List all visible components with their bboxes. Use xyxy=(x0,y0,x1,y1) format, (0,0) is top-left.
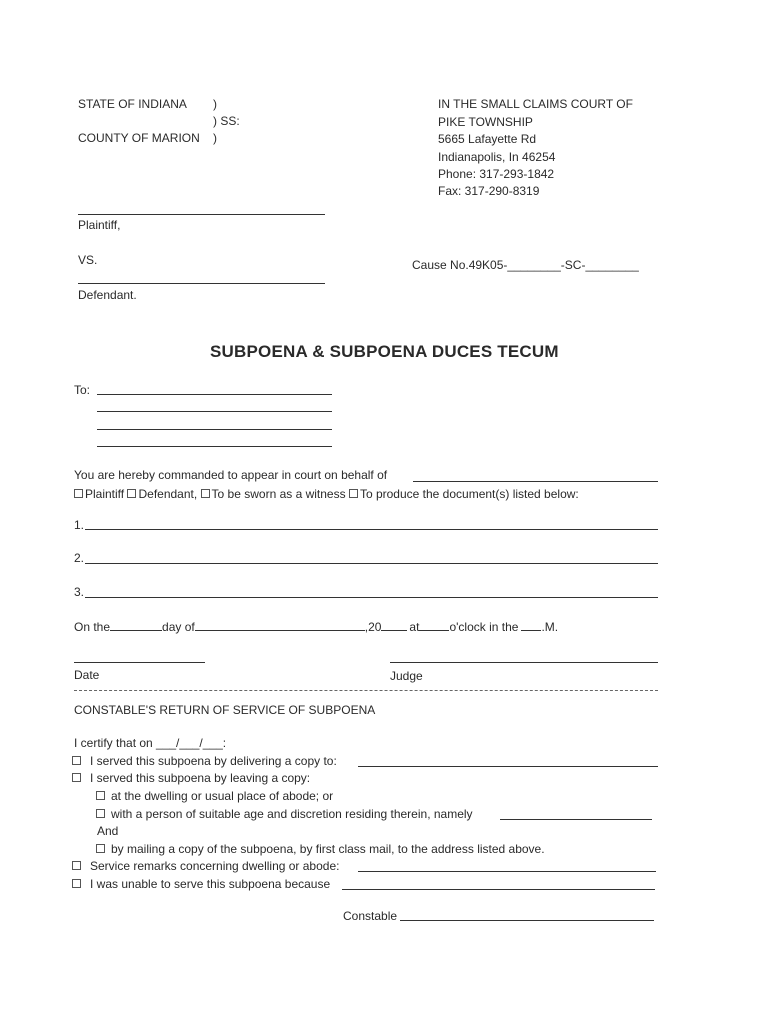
day-of-label: day of xyxy=(162,620,195,634)
oclock-label: o'clock in the xyxy=(449,620,519,634)
month-blank[interactable] xyxy=(195,619,365,631)
appearance-date-line xyxy=(74,619,558,635)
plaintiff-checkbox[interactable] xyxy=(74,489,83,498)
dwelling-row xyxy=(96,789,333,804)
to-line[interactable] xyxy=(97,446,332,447)
am-pm-blank[interactable] xyxy=(521,619,541,631)
remarks-checkbox[interactable] xyxy=(72,861,81,870)
defendant-checkbox[interactable] xyxy=(127,489,136,498)
remarks-label: Service remarks concerning dwelling or abode: xyxy=(90,859,340,873)
unable-checkbox[interactable] xyxy=(72,879,81,888)
defendant-line[interactable] xyxy=(78,283,325,284)
party-options xyxy=(74,487,579,502)
unable-row xyxy=(72,877,330,892)
cause-number[interactable]: Cause No.49K05-________-SC-________ xyxy=(412,258,639,272)
defendant-label: Defendant. xyxy=(78,288,137,302)
plaintiff-label: Plaintiff, xyxy=(78,218,121,232)
on-the-label: On the xyxy=(74,620,111,634)
document-item-line[interactable] xyxy=(85,529,658,530)
judge-label: Judge xyxy=(390,669,423,683)
ss-label: ) SS: xyxy=(213,114,240,128)
served-leaving-checkbox[interactable] xyxy=(72,773,81,782)
document-item-line[interactable] xyxy=(85,563,658,564)
served-leaving-label: I served this subpoena by leaving a copy: xyxy=(90,771,311,785)
behalf-line[interactable] xyxy=(413,481,658,482)
person-name-line[interactable] xyxy=(500,819,652,820)
person-label: with a person of suitable age and discretion residing therein, namely xyxy=(111,807,473,821)
paren: ) xyxy=(213,97,217,111)
constable-signature-line[interactable] xyxy=(400,920,654,921)
defendant-option-label: Defendant, xyxy=(138,487,198,501)
served-copy-checkbox[interactable] xyxy=(72,756,81,765)
court-name: IN THE SMALL CLAIMS COURT OF xyxy=(438,97,633,111)
document-item-line[interactable] xyxy=(85,597,658,598)
unable-label: I was unable to serve this subpoena because xyxy=(90,877,331,891)
unable-line[interactable] xyxy=(342,889,655,890)
court-township: PIKE TOWNSHIP xyxy=(438,115,533,129)
date-signature-line[interactable] xyxy=(74,662,205,663)
certify-text: I certify that on ___/___/___: xyxy=(74,736,227,750)
command-text: You are hereby commanded to appear in court on behalf of xyxy=(74,468,388,482)
court-fax: Fax: 317-290-8319 xyxy=(438,184,540,198)
time-blank[interactable] xyxy=(419,619,449,631)
date-label: Date xyxy=(74,668,100,682)
dwelling-checkbox[interactable] xyxy=(96,791,105,800)
vs-label: VS. xyxy=(78,253,98,267)
and-label: And xyxy=(97,824,119,838)
mailing-row xyxy=(96,842,545,857)
court-address: 5665 Lafayette Rd xyxy=(438,132,537,146)
state-label: STATE OF INDIANA xyxy=(78,97,187,111)
judge-signature-line[interactable] xyxy=(390,662,658,663)
mailing-label: by mailing a copy of the subpoena, by first class mail, to the address listed above. xyxy=(111,842,545,856)
person-checkbox[interactable] xyxy=(96,809,105,818)
dwelling-label: at the dwelling or usual place of abode; or xyxy=(111,789,334,803)
section-divider xyxy=(74,690,658,691)
person-row xyxy=(96,807,473,822)
court-phone: Phone: 317-293-1842 xyxy=(438,167,555,181)
document-item-number: 3. xyxy=(74,585,85,599)
county-label: COUNTY OF MARION xyxy=(78,131,200,145)
produce-checkbox[interactable] xyxy=(349,489,358,498)
m-label: .M. xyxy=(541,620,559,634)
court-city: Indianapolis, In 46254 xyxy=(438,150,556,164)
return-heading: CONSTABLE'S RETURN OF SERVICE OF SUBPOENA xyxy=(74,703,376,717)
day-blank[interactable] xyxy=(110,619,162,631)
served-copy-label: I served this subpoena by delivering a copy to: xyxy=(90,754,337,768)
plaintiff-option-label: Plaintiff xyxy=(85,487,125,501)
served-copy-row xyxy=(72,754,337,769)
year-label: ,20 xyxy=(364,620,382,634)
witness-option-label: To be sworn as a witness xyxy=(211,487,346,501)
mailing-checkbox[interactable] xyxy=(96,844,105,853)
witness-checkbox[interactable] xyxy=(201,489,210,498)
remarks-row xyxy=(72,859,339,874)
served-leaving-row xyxy=(72,771,310,786)
remarks-line[interactable] xyxy=(358,871,656,872)
at-label: at xyxy=(409,620,420,634)
produce-option-label: To produce the document(s) listed below: xyxy=(359,487,579,501)
to-line[interactable] xyxy=(97,411,332,412)
to-label: To: xyxy=(74,383,91,397)
document-item-number: 1. xyxy=(74,518,85,532)
paren: ) xyxy=(213,131,217,145)
year-blank[interactable] xyxy=(381,619,407,631)
to-line[interactable] xyxy=(97,394,332,395)
plaintiff-line[interactable] xyxy=(78,214,325,215)
constable-label: Constable xyxy=(343,909,398,923)
document-title: SUBPOENA & SUBPOENA DUCES TECUM xyxy=(210,342,559,361)
served-copy-line[interactable] xyxy=(358,766,658,767)
document-item-number: 2. xyxy=(74,551,85,565)
to-line[interactable] xyxy=(97,429,332,430)
